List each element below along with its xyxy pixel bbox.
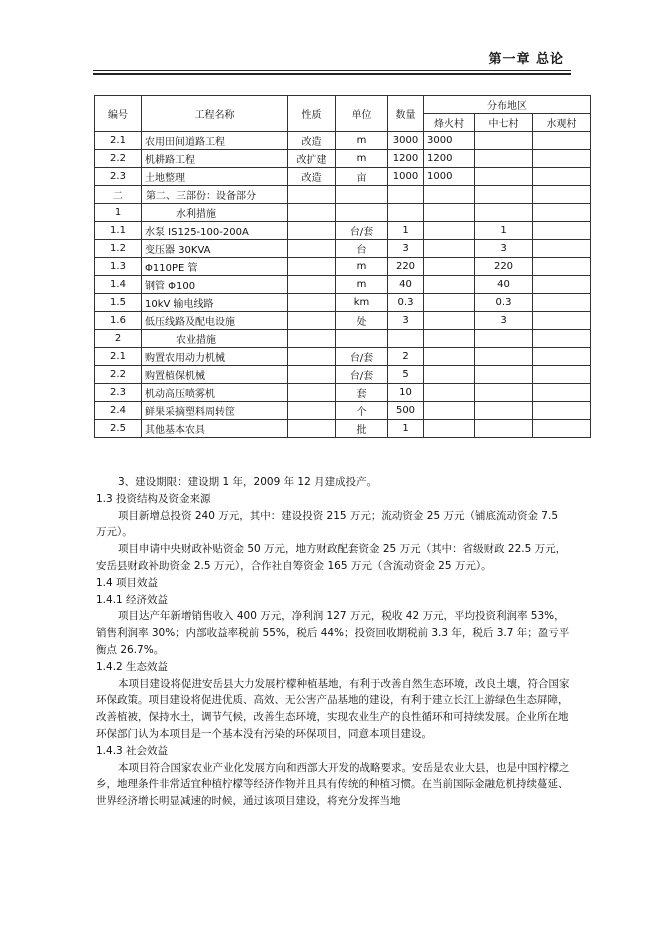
cell-village-1 (424, 420, 475, 438)
col-header-no: 编号 (95, 96, 142, 132)
cell-village-2: 1 (475, 222, 533, 240)
cell-village-1 (424, 348, 475, 366)
cell-unit (336, 186, 388, 204)
cell-village-1: 1200 (424, 150, 475, 168)
cell-village-1 (424, 384, 475, 402)
cell-village-2 (475, 150, 533, 168)
cell-village-1 (424, 366, 475, 384)
cell-nature: 改造 (288, 168, 336, 186)
cell-unit: 台/套 (336, 222, 388, 240)
cell-qty (388, 204, 424, 222)
cell-no: 2.1 (95, 132, 142, 150)
cell-village-1 (424, 402, 475, 420)
cell-village-3 (533, 402, 591, 420)
cell-qty: 10 (388, 384, 424, 402)
cell-name: 水泵 IS125-100-200A (142, 222, 288, 240)
cell-village-1 (424, 312, 475, 330)
header-rule (93, 70, 571, 71)
cell-village-3 (533, 294, 591, 312)
cell-nature (288, 366, 336, 384)
cell-nature (288, 420, 336, 438)
table-row (95, 150, 591, 168)
table-row (95, 240, 591, 258)
cell-village-2 (475, 204, 533, 222)
cell-no: 二 (95, 186, 142, 204)
cell-unit: m (336, 150, 388, 168)
table-row (95, 222, 591, 240)
cell-name: 机耕路工程 (142, 150, 288, 168)
cell-qty: 3 (388, 240, 424, 258)
cell-nature (288, 258, 336, 276)
table-row (95, 366, 591, 384)
cell-unit (336, 204, 388, 222)
cell-village-1 (424, 240, 475, 258)
cell-unit: 台/套 (336, 348, 388, 366)
table-row (95, 258, 591, 276)
cell-unit: 台/套 (336, 366, 388, 384)
cell-qty: 40 (388, 276, 424, 294)
cell-name: 变压器 30KVA (142, 240, 288, 258)
cell-no: 1.4 (95, 276, 142, 294)
cell-village-2 (475, 366, 533, 384)
social-benefit-paragraph: 本项目符合国家农业产业化发展方向和西部大开发的战略要求。安岳是农业大县，也是中国柠檬之乡，地理条件非常适宜种植柠檬等经济作物并且具有传统的种植习惯。在当前国际金融危机持续蔓延、世界经济增长明显减速的时候，通过该项目建设，将充分发挥当地 (96, 761, 570, 808)
cell-village-3 (533, 366, 591, 384)
cell-no: 2.3 (95, 168, 142, 186)
cell-village-1 (424, 186, 475, 204)
cell-nature: 改扩建 (288, 150, 336, 168)
cell-unit: m (336, 132, 388, 150)
cell-nature (288, 330, 336, 348)
construction-period: 3、建设期限：建设期 1 年，2009 年 12 月建成投产。 (118, 476, 378, 488)
cell-nature (288, 204, 336, 222)
cell-village-2 (475, 186, 533, 204)
cell-qty: 5 (388, 366, 424, 384)
table-row (95, 384, 591, 402)
col-header-qty: 数量 (388, 96, 424, 132)
cell-village-2: 40 (475, 276, 533, 294)
cell-nature (288, 312, 336, 330)
cell-village-3 (533, 258, 591, 276)
cell-village-3 (533, 276, 591, 294)
table-row-section (95, 330, 591, 348)
cell-qty: 3 (388, 312, 424, 330)
cell-village-3 (533, 222, 591, 240)
cell-unit: 处 (336, 312, 388, 330)
cell-village-3 (533, 312, 591, 330)
cell-village-2 (475, 348, 533, 366)
cell-no: 2.1 (95, 348, 142, 366)
investment-paragraph-1: 项目新增总投资 240 万元，其中：建设投资 215 万元；流动资金 25 万元（铺底流动资金 7.5 万元）。 (96, 509, 559, 539)
cell-no: 2.2 (95, 366, 142, 384)
cell-unit (336, 330, 388, 348)
cell-no: 2.4 (95, 402, 142, 420)
cell-name: 农用田间道路工程 (142, 132, 288, 150)
heading-1-4-1: 1.4.1 经济效益 (96, 593, 169, 606)
cell-village-3 (533, 240, 591, 258)
cell-qty: 1 (388, 420, 424, 438)
cell-village-2 (475, 402, 533, 420)
cell-village-3 (533, 420, 591, 438)
cell-nature (288, 240, 336, 258)
cell-unit: m (336, 276, 388, 294)
cell-village-1: 3000 (424, 132, 475, 150)
economic-benefit-paragraph: 项目达产年新增销售收入 400 万元，净利润 127 万元，税收 42 万元，平均投资利润率 53%，销售利润率 30%；内部收益率税前 55%，税后 44%；投资回收期税前 3.3 年，税后 3.7 年；盈亏平衡点 26.7%。 (96, 610, 570, 656)
cell-qty: 500 (388, 402, 424, 420)
col-header-nature: 性质 (288, 96, 336, 132)
cell-nature (288, 294, 336, 312)
col-header-village-3: 水观村 (533, 114, 591, 132)
cell-village-2 (475, 420, 533, 438)
cell-village-3 (533, 384, 591, 402)
cell-village-1 (424, 204, 475, 222)
cell-village-2 (475, 168, 533, 186)
cell-name: 水利措施 (142, 204, 288, 222)
table-row (95, 312, 591, 330)
table-row (95, 348, 591, 366)
cell-nature (288, 276, 336, 294)
cell-village-1 (424, 330, 475, 348)
cell-unit: 批 (336, 420, 388, 438)
cell-qty: 1000 (388, 168, 424, 186)
cell-qty: 2 (388, 348, 424, 366)
cell-unit: km (336, 294, 388, 312)
cell-village-3 (533, 186, 591, 204)
cell-name: 其他基本农具 (142, 420, 288, 438)
cell-village-1 (424, 294, 475, 312)
col-header-village-1: 烽火村 (424, 114, 475, 132)
table-row (95, 402, 591, 420)
cell-nature (288, 186, 336, 204)
cell-qty: 1 (388, 222, 424, 240)
col-header-village-2: 中七村 (475, 114, 533, 132)
cell-no: 1.6 (95, 312, 142, 330)
cell-name: Φ110PE 管 (142, 258, 288, 276)
investment-paragraph-2: 项目申请中央财政补贴资金 50 万元，地方财政配套资金 25 万元（其中：省级财政 22.5 万元，安岳县财政补助资金 2.5 万元），合作社自筹资金 165 万元（含流动资金 25 万元）。 (96, 543, 567, 572)
cell-name: 鲜果采摘塑料周转筐 (142, 402, 288, 420)
cell-village-3 (533, 204, 591, 222)
table-row-section (95, 204, 591, 222)
cell-qty: 3000 (388, 132, 424, 150)
cell-name: 机动高压喷雾机 (142, 384, 288, 402)
cell-name: 农业措施 (142, 330, 288, 348)
cell-unit: 个 (336, 402, 388, 420)
cell-unit: 套 (336, 384, 388, 402)
cell-no: 1 (95, 204, 142, 222)
table-row (95, 132, 591, 150)
cell-name: 低压线路及配电设施 (142, 312, 288, 330)
cell-village-3 (533, 168, 591, 186)
chapter-title: 第一章 总论 (488, 52, 564, 67)
cell-qty (388, 186, 424, 204)
cell-village-2: 3 (475, 312, 533, 330)
cell-village-2 (475, 132, 533, 150)
col-header-unit: 单位 (336, 96, 388, 132)
cell-nature (288, 384, 336, 402)
cell-village-1 (424, 276, 475, 294)
heading-1-4-3: 1.4.3 社会效益 (96, 744, 169, 757)
cell-village-1: 1000 (424, 168, 475, 186)
cell-qty: 1200 (388, 150, 424, 168)
heading-1-4-2: 1.4.2 生态效益 (96, 660, 169, 673)
cell-village-3 (533, 132, 591, 150)
table-row (95, 168, 591, 186)
heading-1-3: 1.3 投资结构及资金来源 (96, 492, 211, 505)
cell-village-2 (475, 384, 533, 402)
table-row (95, 294, 591, 312)
table-row (95, 420, 591, 438)
cell-no: 2 (95, 330, 142, 348)
cell-village-1 (424, 222, 475, 240)
header-rule-thick (93, 73, 571, 75)
cell-no: 1.2 (95, 240, 142, 258)
cell-no: 2.3 (95, 384, 142, 402)
cell-qty: 220 (388, 258, 424, 276)
cell-unit: 台 (336, 240, 388, 258)
cell-name: 购置农用动力机械 (142, 348, 288, 366)
col-header-name: 工程名称 (142, 96, 288, 132)
cell-nature (288, 402, 336, 420)
cell-village-2: 220 (475, 258, 533, 276)
cell-unit: 亩 (336, 168, 388, 186)
cell-village-3 (533, 348, 591, 366)
cell-nature (288, 222, 336, 240)
equipment-table (94, 95, 591, 438)
ecological-benefit-paragraph: 本项目建设将促进安岳县大力发展柠檬种植基地，有利于改善自然生态环境，改良土壤，符合国家环保政策。项目建设将促进优质、高效、无公害产品基地的建设，有利于建立长江上游绿色生态屏障，改善植被，保持水土，调节气候，改善生态环境，实现农业生产的良性循环和可持续发展。企业所在地环保部门认为本项目是一个基本没有污染的环保项目，同意本项目建设。 (96, 677, 570, 740)
cell-name: 购置植保机械 (142, 366, 288, 384)
col-header-distribution: 分布地区 (424, 96, 591, 114)
cell-nature: 改造 (288, 132, 336, 150)
cell-qty (388, 330, 424, 348)
cell-village-2: 0.3 (475, 294, 533, 312)
cell-unit: m (336, 258, 388, 276)
cell-no: 1.3 (95, 258, 142, 276)
cell-name: 10kV 输电线路 (142, 294, 288, 312)
cell-no: 1.1 (95, 222, 142, 240)
cell-no: 2.2 (95, 150, 142, 168)
cell-name: 钢管 Φ100 (142, 276, 288, 294)
cell-village-2: 3 (475, 240, 533, 258)
body-text (96, 474, 570, 810)
cell-no: 1.5 (95, 294, 142, 312)
table-row-section (95, 186, 591, 204)
cell-village-3 (533, 330, 591, 348)
cell-qty: 0.3 (388, 294, 424, 312)
cell-name: 第二、三部份：设备部分 (142, 186, 288, 204)
cell-village-2 (475, 330, 533, 348)
cell-name: 土地整理 (142, 168, 288, 186)
table-row (95, 276, 591, 294)
cell-no: 2.5 (95, 420, 142, 438)
cell-village-3 (533, 150, 591, 168)
cell-village-1 (424, 258, 475, 276)
heading-1-4: 1.4 项目效益 (96, 576, 159, 589)
cell-nature (288, 348, 336, 366)
